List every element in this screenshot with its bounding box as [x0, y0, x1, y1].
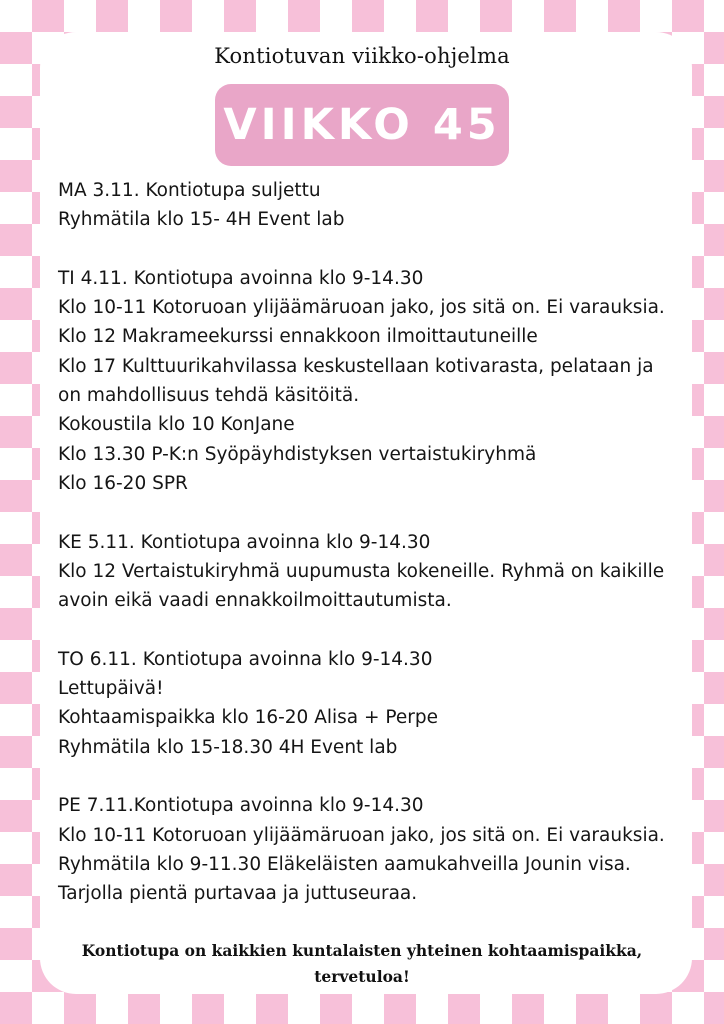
- week-label: VIIKKO 45: [223, 100, 501, 150]
- schedule-line: KE 5.11. Kontiotupa avoinna klo 9-14.30: [58, 531, 431, 553]
- schedule-line: Ryhmätila klo 9-11.30 Eläkeläisten aamukahveilla Jounin visa. Tarjolla pientä purtavaa ja juttuseuraa.: [58, 853, 637, 905]
- day-friday: [58, 791, 678, 908]
- day-thursday: [58, 645, 678, 762]
- page-title: Kontiotuvan viikko-ohjelma: [214, 44, 510, 68]
- week-badge: [215, 84, 509, 166]
- schedule-line: Klo 10-11 Kotoruoan ylijäämäruoan jako, jos sitä on. Ei varauksia.: [58, 297, 665, 319]
- schedule: [58, 176, 678, 908]
- day-wednesday: [58, 528, 678, 616]
- schedule-line: TO 6.11. Kontiotupa avoinna klo 9-14.30: [58, 648, 433, 670]
- schedule-line: Klo 17 Kulttuurikahvilassa keskustellaan kotivarasta, pelataan ja on mahdollisuus tehdä käsitöitä.: [58, 355, 660, 407]
- schedule-line: Kohtaamispaikka klo 16-20 Alisa + Perpe: [58, 707, 438, 729]
- schedule-line: Klo 13.30 P-K:n Syöpäyhdistyksen vertaistukiryhmä: [58, 443, 537, 465]
- schedule-line: TI 4.11. Kontiotupa avoinna klo 9-14.30: [58, 267, 424, 289]
- schedule-line: Kokoustila klo 10 KonJane: [58, 414, 295, 436]
- schedule-line: PE 7.11.Kontiotupa avoinna klo 9-14.30: [58, 795, 424, 817]
- schedule-line: Ryhmätila klo 15-18.30 4H Event lab: [58, 736, 398, 758]
- day-monday: [58, 176, 678, 235]
- schedule-line: Klo 12 Vertaistukiryhmä uupumusta kokeneille. Ryhmä on kaikille avoin eikä vaadi ennakkoilmoittautumista.: [58, 560, 671, 612]
- schedule-line: Klo 12 Makrameekurssi ennakkoon ilmoittautuneille: [58, 326, 538, 348]
- schedule-line: Lettupäivä!: [58, 678, 164, 700]
- day-tuesday: [58, 264, 678, 498]
- footer-note: Kontiotupa on kaikkien kuntalaisten yhteinen kohtaamispaikka, tervetuloa!: [81, 941, 643, 986]
- schedule-line: Klo 16-20 SPR: [58, 472, 188, 494]
- schedule-line: Klo 10-11 Kotoruoan ylijäämäruoan jako, jos sitä on. Ei varauksia.: [58, 824, 665, 846]
- schedule-line: MA 3.11. Kontiotupa suljettu: [58, 180, 321, 201]
- schedule-line: Ryhmätila klo 15- 4H Event lab: [58, 209, 345, 231]
